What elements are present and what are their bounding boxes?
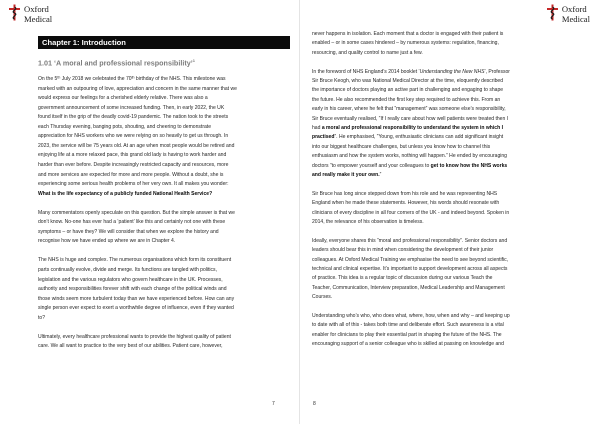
section-title xyxy=(38,58,195,67)
text-line xyxy=(312,322,504,329)
text-run: found itself in the grip of the deadly covid-19 pandemic. The nation took to the streets xyxy=(38,114,229,121)
page-number: 8 xyxy=(313,401,316,407)
text-line xyxy=(312,163,507,170)
text-run: July 2018 we celebrated the 70 xyxy=(60,76,132,82)
text-line xyxy=(38,191,212,198)
text-line xyxy=(38,114,228,121)
text-line xyxy=(312,31,503,38)
text-line xyxy=(312,341,504,348)
text-run: Ultimately, every healthcare professional wants to provide the highest quality of patient xyxy=(38,333,231,340)
text-line xyxy=(38,86,237,93)
oxford-medical-logo xyxy=(8,4,52,24)
text-run: ” xyxy=(379,172,382,178)
text-line xyxy=(38,257,231,264)
text-line xyxy=(38,229,219,236)
text-run: appreciation for NHS workers who we were relying on so heavily to get us through. In xyxy=(38,133,229,140)
text-run: Understanding who’s who, who does what, where, how, when and why – and keeping up xyxy=(312,313,510,319)
text-run: 2014, the relevance of his observation is timeless. xyxy=(312,219,424,225)
text-line xyxy=(312,238,507,245)
text-line xyxy=(312,219,424,226)
text-line xyxy=(38,162,228,169)
footnote-marker: 1 xyxy=(192,58,195,63)
logo-wordmark: Oxford Medical xyxy=(561,4,590,24)
text-line xyxy=(38,343,223,350)
text-run: experiencing some serious health problems of her very own. It all makes you wonder: xyxy=(38,181,229,188)
text-run: colleagues. At Oxford Medical Training we emphasise the need to see beyond scientific, xyxy=(312,256,509,263)
text-run: symptoms – or have they? We will consider that when we explore the history and xyxy=(38,228,219,235)
text-line xyxy=(312,87,503,94)
text-line xyxy=(312,134,503,141)
text-run: the importance of doctors playing an active part in challenging and engaging to shape xyxy=(312,87,504,94)
text-run: Courses. xyxy=(312,294,333,301)
oxford-medical-logo-icon xyxy=(546,4,559,21)
text-run: Sir Bruce has long since stepped down from his role and he was representing NHS xyxy=(312,190,498,197)
text-line xyxy=(312,153,507,160)
text-line xyxy=(312,116,508,123)
text-line xyxy=(312,332,502,339)
oxford-medical-logo xyxy=(546,4,590,24)
text-line xyxy=(312,247,493,254)
text-line xyxy=(312,313,510,320)
text-run: parts continually evolve, divide and merge. Its functions are tangled with politics, xyxy=(38,267,217,273)
text-run: birthday of the NHS. This milestone was xyxy=(134,76,226,82)
text-run: enjoying life at a more relaxed pace, this grand old lady is having to work harder and xyxy=(38,152,227,159)
text-run: th xyxy=(131,75,135,80)
text-line xyxy=(312,285,505,292)
text-line xyxy=(312,257,508,264)
text-run: technical and clinical expertise. It’s important to support development across all aspects xyxy=(312,266,508,272)
text-run: 2023, the service will be 75 years old. At an age when most people would be retired and xyxy=(38,142,235,149)
text-run: resourcing, and quality control to name just a few. xyxy=(312,49,423,56)
text-line xyxy=(38,143,234,150)
text-line xyxy=(312,294,332,301)
text-line xyxy=(312,125,503,132)
text-line xyxy=(38,219,225,226)
text-run: would express our feelings for a cherished elderly relative. There was also a xyxy=(38,95,208,102)
chapter-title: Chapter 1: Introduction xyxy=(38,36,290,49)
text-run: ”. He emphasised, “Young, enthusiastic clinicians can add significant insight xyxy=(334,134,504,141)
text-line xyxy=(38,315,45,322)
text-line xyxy=(38,334,231,341)
text-run: Sir Bruce Keogh, who was National Medical Director at the time, eloquently described xyxy=(312,78,504,84)
text-run: get to know how the NHS works xyxy=(430,162,508,169)
text-run: recognise how we have ended up where we are in Chapter 4. xyxy=(38,238,176,245)
text-line xyxy=(312,144,490,151)
text-run: those winds seem more turbulent today than we have experienced before. How can any xyxy=(38,295,235,302)
text-line xyxy=(312,200,499,207)
text-line xyxy=(38,210,235,217)
text-run: Many commentators openly speculate on this question. But the simple answer is that we xyxy=(38,209,235,216)
text-run: enabler for clinicians to play their essential part in shaping the future of the NHS. The xyxy=(312,331,502,338)
text-run: government announcement of some increased funding. Then, in early 2022, the UK xyxy=(38,104,225,111)
text-line xyxy=(38,152,226,159)
text-line xyxy=(38,277,223,284)
text-run: leaders should bear this in mind when considering the development of their junior xyxy=(312,247,494,254)
text-line xyxy=(38,124,211,131)
right-page xyxy=(300,0,600,424)
text-line xyxy=(312,275,492,282)
text-line xyxy=(312,69,510,76)
text-run: th xyxy=(57,75,61,80)
text-run: marked with an outpouring of love, appreciation and concern in the same manner that we xyxy=(38,85,237,92)
text-line xyxy=(312,266,507,273)
text-line xyxy=(38,172,223,179)
text-line xyxy=(38,286,227,293)
text-line xyxy=(38,267,217,274)
text-run: Understanding the New NHS xyxy=(419,68,485,75)
text-run: had xyxy=(312,125,322,131)
text-run: legislation and the various regulators who govern healthcare in the UK. Processes, xyxy=(38,276,223,283)
text-run: On the 5 xyxy=(38,76,58,82)
text-line xyxy=(38,238,175,245)
section-title-text: 1.01 ‘A moral and professional responsibility’ xyxy=(38,58,193,68)
text-line xyxy=(312,50,423,57)
text-line xyxy=(38,95,208,102)
text-line xyxy=(38,133,228,140)
text-run: What is the life expectancy of a publicly funded National Health Service? xyxy=(38,190,213,197)
text-run: Sir Bruce eventually realised, “If I really care about how well patients were treated then I xyxy=(312,115,509,122)
text-run: practised xyxy=(312,134,335,141)
logo-wordmark: Oxford Medical xyxy=(24,4,53,24)
text-line xyxy=(312,172,381,179)
text-run: to? xyxy=(38,314,46,321)
text-run: doctors “to empower yourself and your colleagues to xyxy=(312,162,431,169)
text-run: enthusiasm and how the system works, nothing will happen.” He ended by encouraging xyxy=(312,153,507,160)
text-run: Ideally, everyone shares this “moral and professional responsibility”. Senior doctors and xyxy=(312,237,508,244)
text-line xyxy=(312,106,506,113)
text-run: care. We all want to practice to the very best of our abilities. Patient care, however, xyxy=(38,343,223,350)
text-run: authority and responsibilities forever shift with each change of the political winds and xyxy=(38,286,227,293)
text-line xyxy=(312,97,500,104)
text-run: clinicians of every discipline in all four corners of the UK - and indeed beyond. Spoken in xyxy=(312,209,510,216)
text-run: harder than ever before. Despite increasingly restricted capacity and resources, more xyxy=(38,161,229,168)
text-line xyxy=(38,76,226,83)
text-line xyxy=(38,181,228,188)
page-number: 7 xyxy=(272,401,275,407)
text-run: enabled – or in some cases hindered – by numerous systems: regulation, financing, xyxy=(312,40,499,47)
text-run: The NHS is huge and complex. The numerous organisations which form its constituent xyxy=(38,257,232,264)
text-run: the future. He also recommended the first key step required to achieve this. From an xyxy=(312,96,501,103)
text-run: In the foreword of NHS England’s 2014 booklet ‘ xyxy=(312,68,420,75)
text-run: and really make it your own. xyxy=(312,172,380,178)
text-line xyxy=(312,210,509,217)
text-run: early in his career, where he felt that “management” was someone else’s responsibility, xyxy=(312,106,506,113)
text-run: England when he made these statements. However, his words should resonate with xyxy=(312,200,500,207)
text-run: of practice. This idea is a regular topic of discussion during our various Teach the xyxy=(312,275,493,282)
text-run: Teacher, Communication, Interview preparation, Medical Leadership and Management xyxy=(312,284,505,291)
text-run: into our biggest healthcare challenges, but unless you know how to channel this xyxy=(312,143,491,150)
text-line xyxy=(312,40,499,47)
oxford-medical-logo-icon xyxy=(8,4,21,21)
text-run: each Thursday evening, banging pots, shouting, and cheering to demonstrate xyxy=(38,123,212,130)
text-run: don’t know. No-one has ever had a ‘patient’ like this and certainly not one with these xyxy=(38,219,226,226)
text-run: single person ever expect to exert a worthwhile degree of influence, even if they wanted xyxy=(38,305,234,312)
text-line xyxy=(312,191,497,198)
text-run: never happens in isolation. Each moment that a doctor is engaged with their patient is xyxy=(312,31,504,37)
text-run: encouraging support of a senior colleague who is skilled at passing on knowledge and xyxy=(312,341,504,348)
text-run: to date with all of this - takes both time and deliberate effort. Such awareness is a vital xyxy=(312,322,504,329)
text-line xyxy=(38,105,224,112)
text-run: ’, Professor xyxy=(484,68,510,75)
text-line xyxy=(38,296,234,303)
text-line xyxy=(312,78,503,85)
text-line xyxy=(38,305,234,312)
text-run: and more services are expected for more and more people. Without a doubt, she is xyxy=(38,171,224,178)
text-run: a moral and professional responsibility to understand the system in which I xyxy=(321,125,503,131)
